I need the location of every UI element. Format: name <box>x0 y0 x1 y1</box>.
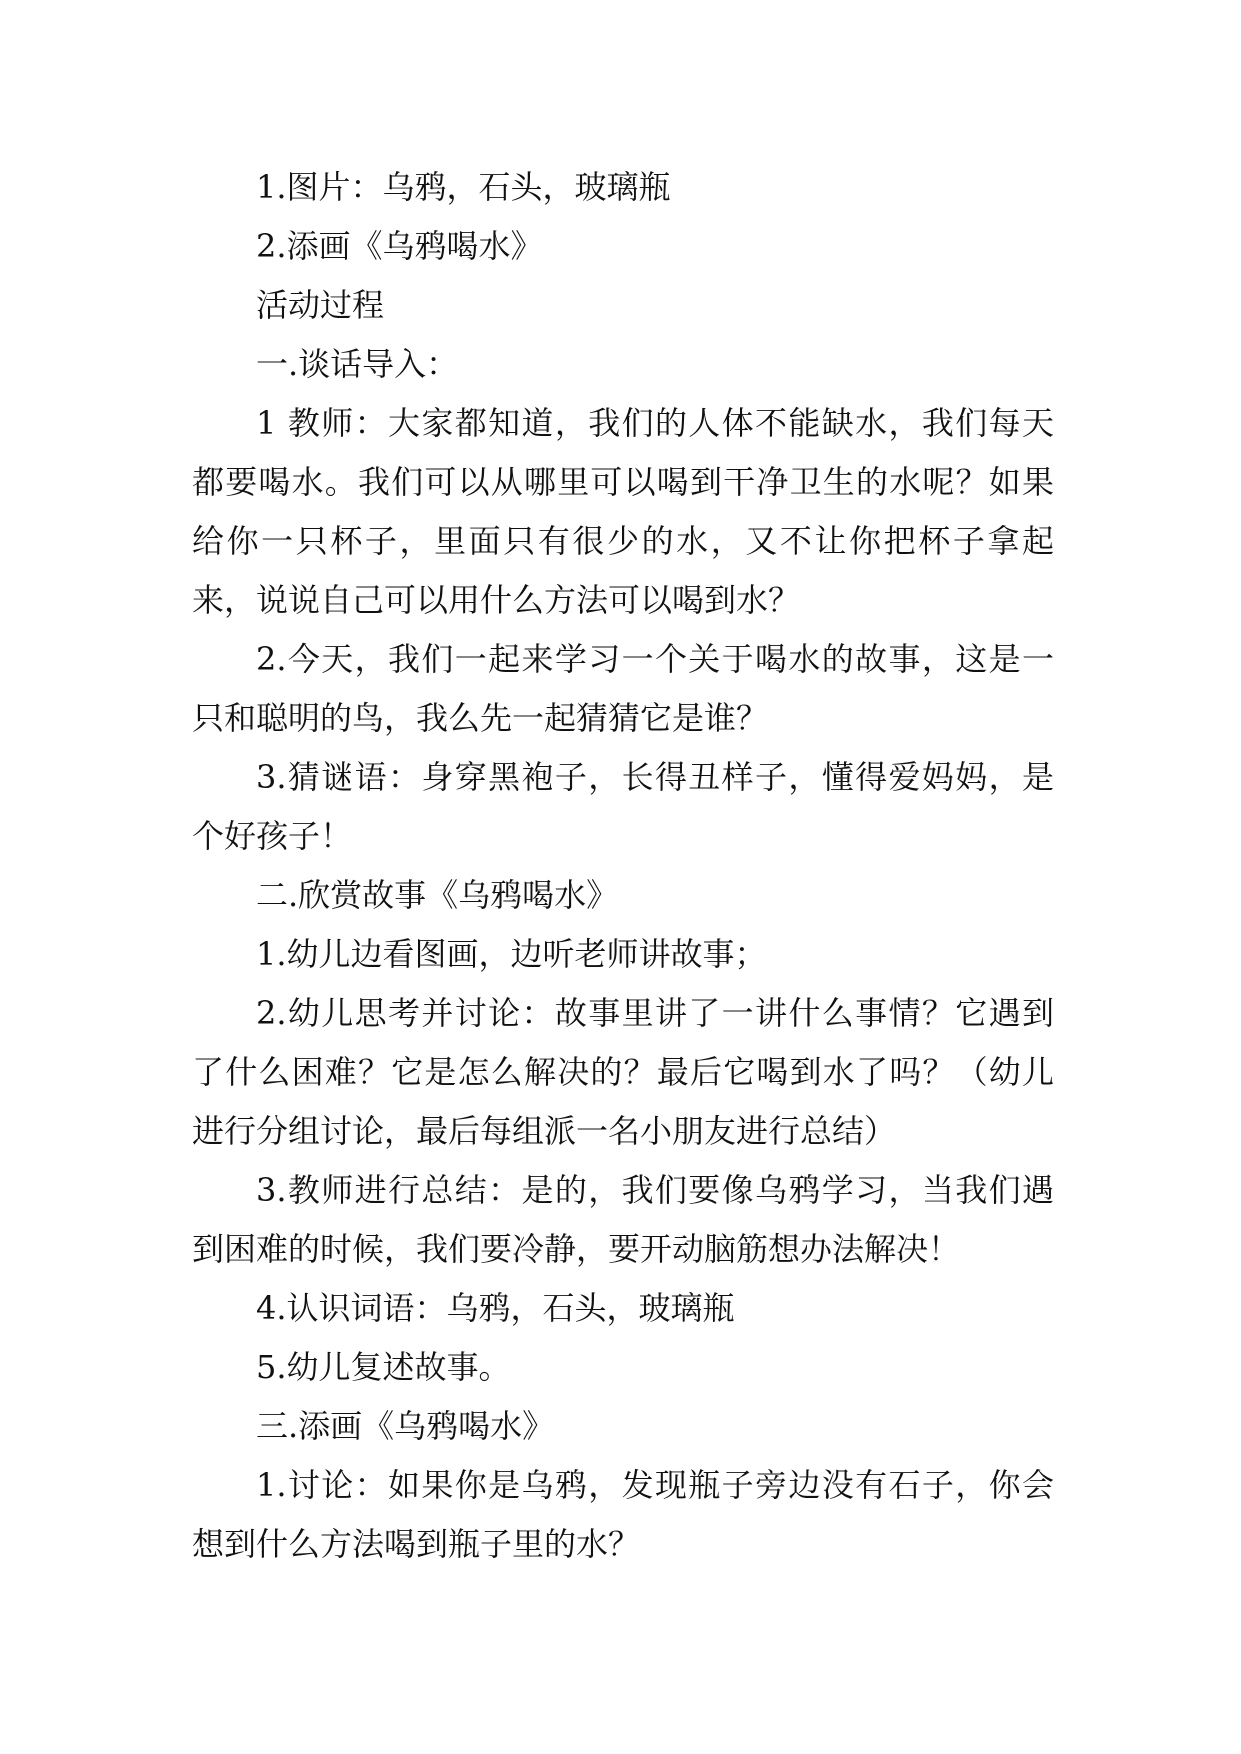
section-heading-drawing: 三.添画《乌鸦喝水》 <box>256 1407 555 1445</box>
paragraph-materials-drawing: 2.添画《乌鸦喝水》 <box>256 227 543 265</box>
paragraph-listen-story: 1.幼儿边看图画，边听老师讲故事； <box>256 935 767 973</box>
paragraph-discussion: 2.幼儿思考并讨论：故事里讲了一讲什么事情？它遇到了什么困难？它是怎么解决的？最后它喝到水了吗？（幼儿进行分组讨论，最后每组派一名小朋友进行总结） <box>192 994 1054 1150</box>
section-heading-conversation-intro: 一.谈话导入： <box>256 345 459 383</box>
paragraph-drawing-discussion: 1.讨论：如果你是乌鸦，发现瓶子旁边没有石子，你会想到什么方法喝到瓶子里的水？ <box>192 1466 1054 1563</box>
paragraph-retell: 5.幼儿复述故事。 <box>256 1348 511 1386</box>
paragraph-teacher-summary: 3.教师进行总结：是的，我们要像乌鸦学习，当我们遇到困难的时候，我们要冷静，要开动脑筋想办法解决！ <box>192 1171 1054 1268</box>
paragraph-vocabulary: 4.认识词语：乌鸦，石头，玻璃瓶 <box>256 1289 735 1327</box>
paragraph-teacher-question: 1 教师：大家都知道，我们的人体不能缺水，我们每天都要喝水。我们可以从哪里可以喝到干净卫生的水呢？如果给你一只杯子，里面只有很少的水，又不让你把杯子拿起来，说说自己可以用什么方法可以喝到水？ <box>192 404 1054 619</box>
paragraph-materials-pictures: 1.图片：乌鸦，石头，玻璃瓶 <box>256 168 671 206</box>
document-body <box>192 158 1054 1574</box>
section-heading-story-appreciation: 二.欣赏故事《乌鸦喝水》 <box>256 876 619 914</box>
paragraph-today-story: 2.今天，我们一起来学习一个关于喝水的故事，这是一只和聪明的鸟，我么先一起猜猜它是谁？ <box>192 640 1054 737</box>
paragraph-activity-process-heading: 活动过程 <box>256 286 385 324</box>
paragraph-riddle: 3.猜谜语：身穿黑袍子，长得丑样子，懂得爱妈妈，是个好孩子！ <box>192 758 1054 855</box>
